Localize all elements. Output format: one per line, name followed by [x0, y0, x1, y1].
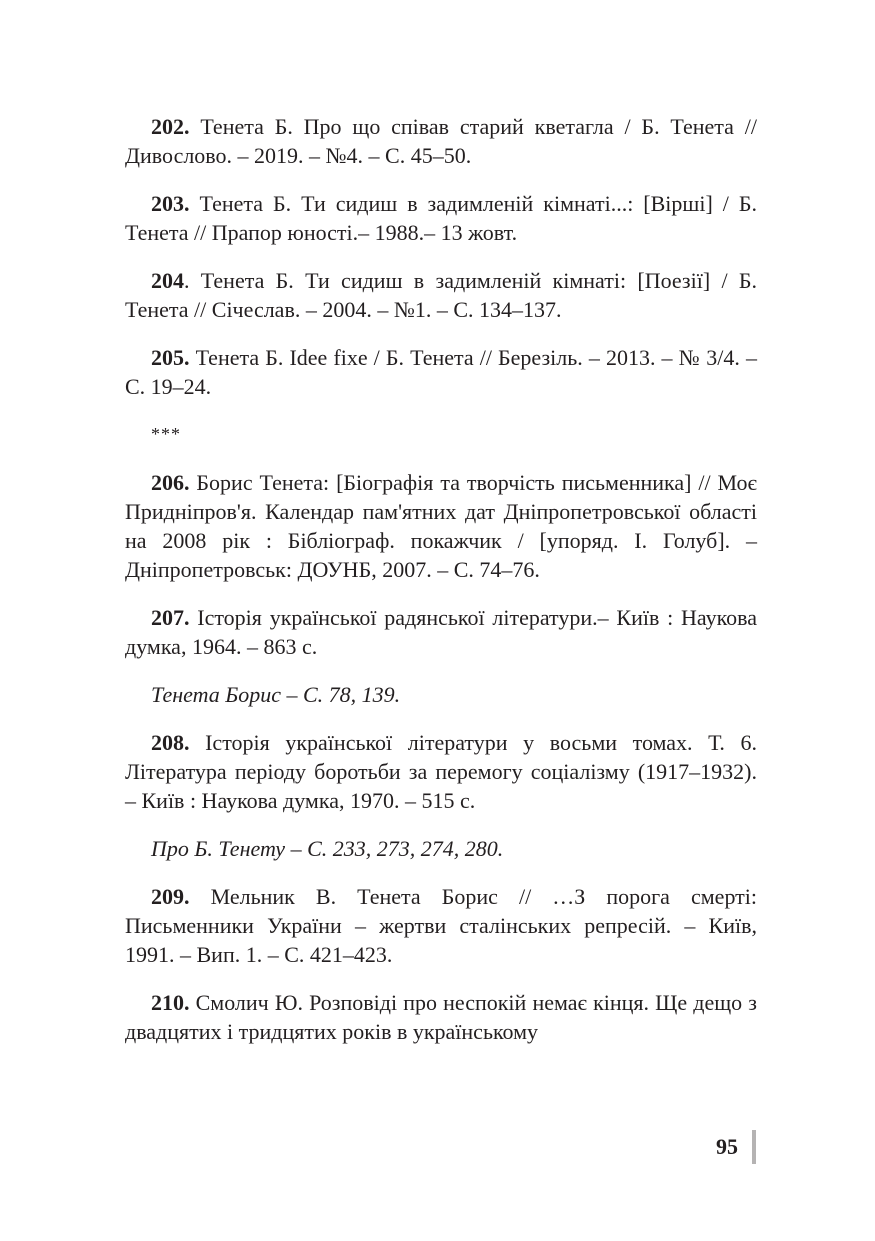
entry-number: 205.	[151, 345, 190, 370]
page-content	[125, 112, 757, 1065]
bibliography-entry-210	[125, 988, 757, 1046]
entry-number: 209.	[151, 884, 190, 909]
bibliography-entry-207	[125, 603, 757, 661]
bibliography-entry-209	[125, 882, 757, 969]
entry-number: 210.	[151, 990, 190, 1015]
entry-note-207: Тенета Борис – С. 78, 139.	[151, 682, 401, 707]
entry-text: Історія української радянської літератури.– Київ : Наукова думка, 1964. – 863 с.	[125, 605, 757, 659]
entry-number: 202.	[151, 114, 190, 139]
bibliography-entry-203	[125, 189, 757, 247]
entry-text: Мельник В. Тенета Борис // …З порога смерті: Письменники України – жертви сталінських репресій. – Київ, 1991. – Вип. 1. – С. 421–423.	[125, 884, 757, 967]
entry-number: 203.	[151, 191, 190, 216]
bibliography-entry-208	[125, 728, 757, 815]
page-number: 95	[716, 1134, 738, 1159]
entry-text: Тенета Б. Ти сидиш в задимленій кімнаті...: [Вірші] / Б. Тенета // Прапор юності.– 1988.– 13 жовт.	[125, 191, 757, 245]
entry-text: Смолич Ю. Розповіді про неспокій немає кінця. Ще дещо з двадцятих і тридцятих років в українському	[125, 990, 757, 1044]
entry-text: Історія української літератури у восьми томах. Т. 6. Література періоду боротьби за перемогу соціалізму (1917–1932). – Київ : Наукова думка, 1970. – 515 с.	[125, 730, 757, 813]
entry-text: Тенета Б. Про що співав старий кветагла / Б. Тенета // Дивослово. – 2019. – №4. – С. 45–50.	[125, 114, 757, 168]
entry-number: 207.	[151, 605, 190, 630]
bibliography-entry-206	[125, 468, 757, 584]
bibliography-entry-205	[125, 343, 757, 401]
section-separator: ***	[151, 424, 181, 444]
entry-note-208: Про Б. Тенету – С. 233, 273, 274, 280.	[151, 836, 504, 861]
entry-number: 204	[151, 268, 184, 293]
entry-number: 208.	[151, 730, 190, 755]
entry-number: 206.	[151, 470, 190, 495]
bibliography-entry-202	[125, 112, 757, 170]
bibliography-entry-204	[125, 266, 757, 324]
entry-text: . Тенета Б. Ти сидиш в задимленій кімнаті: [Поезії] / Б. Тенета // Січеслав. – 2004. – №1. – С. 134–137.	[125, 268, 757, 322]
entry-text: Борис Тенета: [Біографія та творчість письменника] // Моє Придніпров'я. Календар пам'ятних дат Дніпропетровської області на 2008 рік : Бібліограф. покажчик / [упоряд. І. Голуб]. – Дніпропетровськ: ДОУНБ, 2007. – С. 74–76.	[125, 470, 757, 582]
entry-text: Тенета Б. Idee fixe / Б. Тенета // Березіль. – 2013. – № 3/4. – С. 19–24.	[125, 345, 757, 399]
page-number-rule	[752, 1130, 756, 1164]
